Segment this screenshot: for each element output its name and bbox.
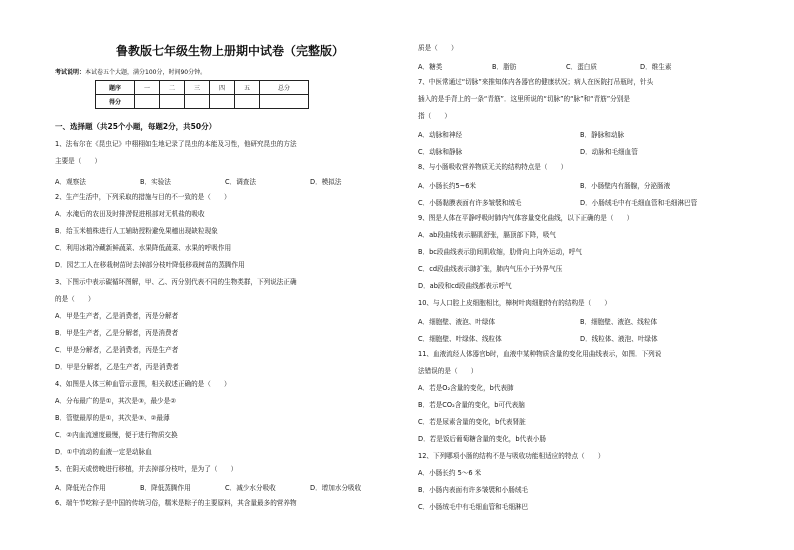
score-cell[interactable] <box>235 95 260 109</box>
option-item: B．细胞壁、液泡、线粒体 <box>580 318 658 326</box>
question-line: 1、法布尔在《昆虫记》中栩栩如生地记录了昆虫的本能及习性，他研究昆虫的方法 <box>55 140 297 148</box>
option-item: D．ab段和cd段曲线都表示呼气 <box>418 282 512 290</box>
question-line: 11、血液流经人体器官b时，血液中某种物质含量的变化用曲线表示，如图．下列说 <box>418 350 662 358</box>
score-header-cell: 总分 <box>260 81 309 95</box>
option-item: D．若是饭后葡萄糖含量的变化，b代表小肠 <box>418 435 546 443</box>
option-item: C．cd段曲线表示肺扩张，肺内气压小于外界气压 <box>418 265 563 273</box>
question-line: 2、生产生活中，下列采取的措施与目的不一致的是（ ） <box>55 193 231 201</box>
exam-notice <box>55 67 206 76</box>
option-item: B．静脉和动脉 <box>580 131 625 139</box>
option-item: C．小肠绒毛中有毛细血管和毛细淋巴 <box>418 503 529 511</box>
option-item: C．蛋白质 <box>566 63 597 71</box>
option-item: B．小肠内表面有许多皱襞和小肠绒毛 <box>418 486 529 494</box>
option-item: B．给玉米植株进行人工辅助授粉避免果穗出现缺粒现象 <box>55 227 218 235</box>
score-row-label: 得分 <box>96 95 135 109</box>
notice-text: 本试卷五个大题，满分100分，时间90分钟。 <box>85 69 207 76</box>
option-item: D．园艺工人在移栽树苗时去掉部分枝叶降低移栽树苗的蒸腾作用 <box>55 261 245 269</box>
option-item: D．动脉和毛细血管 <box>580 148 638 156</box>
score-cell[interactable] <box>260 95 309 109</box>
score-cell[interactable] <box>135 95 160 109</box>
option-item: D．增加水分吸收 <box>310 484 362 492</box>
score-table <box>95 80 309 109</box>
question-line: 插入的是手背上的一条“青筋”．这里所说的“切脉”的“脉”和“青筋”分别是 <box>418 95 630 103</box>
score-header-cell: 五 <box>235 81 260 95</box>
option-item: D．模拟法 <box>310 178 342 186</box>
option-item: B．若是CO₂含量的变化，b可代表脑 <box>418 401 525 409</box>
question-line: 质是（ ） <box>418 44 458 52</box>
question-line: 10、与人口腔上皮细胞相比，樟树叶肉细胞特有的结构是（ ） <box>418 299 612 307</box>
option-item: C．小肠黏膜表面有许多皱襞和绒毛 <box>418 199 522 207</box>
question-line: 5、在阴天或傍晚进行移植，并去掉部分枝叶，是为了（ ） <box>55 465 238 473</box>
score-header-cell: 四 <box>210 81 235 95</box>
option-item: A．若是O₂含量的变化，b代表肺 <box>418 384 514 392</box>
option-item: C．动脉和静脉 <box>418 148 463 156</box>
question-line: 主要是（ ） <box>55 157 102 165</box>
option-item: A．ab段曲线表示膈肌舒张，膈顶部下降，吸气 <box>418 231 557 239</box>
option-item: C．减少水分吸收 <box>225 484 276 492</box>
option-item: C．甲是分解者，乙是消费者，丙是生产者 <box>55 346 179 354</box>
option-item: B．甲是生产者，乙是分解者，丙是消费者 <box>55 329 179 337</box>
option-item: D．①中流动的血液一定是动脉血 <box>55 448 152 456</box>
option-item: C．利用冰箱冷藏新鲜蔬菜、水果降低蔬菜、水果的呼吸作用 <box>55 244 232 252</box>
score-header-cell: 二 <box>160 81 185 95</box>
option-item: D．维生素 <box>640 63 672 71</box>
option-item: A．糖类 <box>418 63 443 71</box>
score-header-cell: 一 <box>135 81 160 95</box>
score-header-cell: 三 <box>185 81 210 95</box>
question-line: 6、端午节吃粽子是中国的传统习俗，糯米是粽子的主要原料，其含量最多的营养物 <box>55 499 297 507</box>
score-header-cell: 题序 <box>96 81 135 95</box>
option-item: C．调查法 <box>225 178 256 186</box>
score-cell[interactable] <box>210 95 235 109</box>
question-line: 12、下列哪项小肠的结构不是与吸收功能相适应的特点（ ） <box>418 452 605 460</box>
option-item: A．分布最广的是①，其次是③，最少是② <box>55 397 177 405</box>
question-line: 9、图是人体在平静呼吸时肺内气体容量变化曲线，以下正确的是（ ） <box>418 214 634 222</box>
option-item: C．若是尿素含量的变化，b代表肾脏 <box>418 418 526 426</box>
question-line: 3、下图示中表示碳循环图解，甲、乙、丙分别代表不同的生物类群，下列说法正确 <box>55 278 297 286</box>
option-item: B．脂肪 <box>492 63 517 71</box>
option-item: C．细胞壁、叶绿体、线粒体 <box>418 335 502 343</box>
option-item: D．甲是分解者，乙是生产者，丙是消费者 <box>55 363 179 371</box>
option-item: A．细胞壁、液泡、叶绿体 <box>418 318 496 326</box>
notice-label: 考试说明： <box>55 69 86 76</box>
option-item: B．降低蒸腾作用 <box>140 484 191 492</box>
option-item: A．观察法 <box>55 178 86 186</box>
option-item: A．小肠长约5~6米 <box>418 182 476 190</box>
option-item: A．水淹后的农田及时排涝促进根部对无机盐的吸收 <box>55 210 205 218</box>
score-table-row <box>96 95 309 109</box>
section-heading: 一、选择题（共25个小题，每题2分，共50分） <box>55 122 217 131</box>
option-item: A．小肠长约 5～6 米 <box>418 469 482 477</box>
option-item: B．管壁最厚的是①，其次是③、②最薄 <box>55 414 170 422</box>
question-line: 7、中医常通过“切脉”来推知体内各器官的健康状况；病人在医院打吊瓶时，针头 <box>418 78 654 86</box>
score-cell[interactable] <box>160 95 185 109</box>
score-table-header <box>96 81 309 95</box>
option-item: D．小肠绒毛中有毛细血管和毛细淋巴管 <box>580 199 698 207</box>
question-line: 4、如图是人体三种血管示意图，相关叙述正确的是（ ） <box>55 380 231 388</box>
option-item: A．动脉和神经 <box>418 131 463 139</box>
question-line: 的是（ ） <box>55 295 95 303</box>
question-line: 法错误的是（ ） <box>418 367 478 375</box>
question-line: 指（ ） <box>418 112 451 120</box>
option-item: A．甲是生产者，乙是消费者，丙是分解者 <box>55 312 179 320</box>
option-item: D．线粒体、液泡、叶绿体 <box>580 335 658 343</box>
page-title: 鲁教版七年级生物上册期中试卷（完整版） <box>115 44 344 58</box>
score-cell[interactable] <box>185 95 210 109</box>
option-item: A．降低光合作用 <box>55 484 106 492</box>
option-item: B．bc段曲线表示肋间肌收缩，肋骨向上向外运动，呼气 <box>418 248 582 256</box>
option-item: B．小肠壁内有肠腺，分泌肠液 <box>580 182 671 190</box>
question-line: 8、与小肠吸收营养物质无关的结构特点是（ ） <box>418 163 568 171</box>
option-item: B．实验法 <box>140 178 171 186</box>
option-item: C．②内血流速度最慢，便于进行物质交换 <box>55 431 178 439</box>
